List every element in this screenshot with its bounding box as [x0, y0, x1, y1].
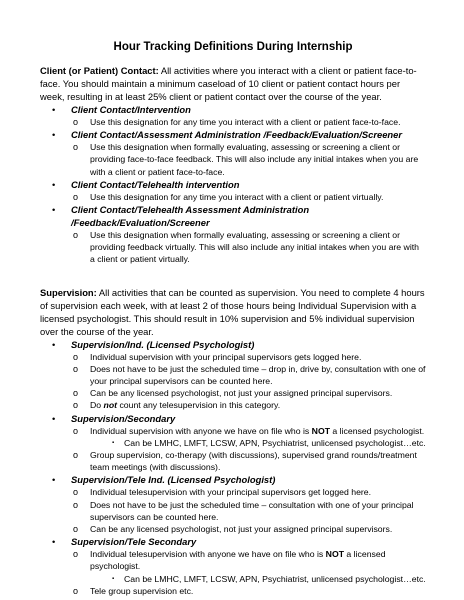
circle-bullet-icon: o [73, 487, 79, 498]
supervision-body: All activities that can be counted as supervision. You need to complete 4 hours of supervision each week, with at least 2 of those hours being Individual Supervision with a licensed psychologist. This should result in 10% supervision and 5% individual supervision over the course of the year. [40, 286, 425, 337]
list-subitem: o Does not have to be just the scheduled time – consultation with one of your principal supervisors can be counted here. [73, 499, 414, 522]
circle-bullet-icon: o [73, 388, 79, 399]
list-subitem: o Group supervision, co-therapy (with discussions), supervised grand rounds/treatment team meetings (with discussions). [73, 450, 417, 473]
list-subsubitem: ▪ Can be LMHC, LMFT, LCSW, APN, Psychiatrist, unlicensed psychologist…etc. [112, 573, 426, 584]
bullet-icon: • [52, 536, 56, 548]
square-bullet-icon: ▪ [112, 575, 115, 582]
list-subitem: o Tele group supervision etc. [73, 585, 194, 596]
list-subitem: o Can be any licensed psychologist, not just your assigned principal supervisors. [73, 524, 393, 535]
circle-bullet-icon: o [73, 524, 79, 535]
list-item: • Client Contact/Telehealth Assessment Administration /Feedback/Evaluation/Screener [52, 204, 310, 229]
list-item: • Client Contact/Intervention [52, 104, 191, 115]
list-subitem: o Individual telesupervision with anyone we have on file who is NOT a licensed psychologist. [73, 549, 386, 572]
circle-bullet-icon: o [73, 549, 79, 560]
client-contact-heading: Client (or Patient) Contact: [40, 65, 159, 76]
circle-bullet-icon: o [73, 425, 79, 436]
circle-bullet-icon: o [73, 363, 79, 374]
document-page [40, 40, 426, 597]
list-item: • Supervision/Tele Secondary [52, 536, 197, 548]
circle-bullet-icon: o [73, 117, 79, 127]
client-contact-list [40, 103, 426, 266]
list-item: • Client Contact/Assessment Administration /Feedback/Evaluation/Screener [52, 129, 402, 141]
list-subitem: o Use this designation for any time you interact with a client or patient virtually. [73, 191, 384, 202]
page-title: Hour Tracking Definitions During Internship [113, 41, 353, 53]
circle-bullet-icon: o [73, 142, 79, 153]
list-item: • Supervision/Secondary [52, 412, 176, 424]
bullet-icon: • [52, 104, 56, 115]
bullet-icon: • [52, 474, 56, 486]
list-subitem: o Individual telesupervision with your principal supervisors get logged here. [73, 487, 372, 498]
list-subitem: o Individual supervision with anyone we have on file who is NOT a licensed psychologist. [73, 425, 425, 436]
list-subitem: o Does not have to be just the scheduled time – drop in, drive by, consultation with one of your principal supervisors can be counted here. [73, 363, 426, 387]
bullet-icon: • [52, 204, 56, 216]
list-item: • Supervision/Tele Ind. (Licensed Psychologist) [52, 474, 276, 486]
circle-bullet-icon: o [73, 351, 79, 362]
circle-bullet-icon: o [73, 400, 79, 411]
list-subitem: o Use this designation when formally evaluating, assessing or screening a client or providing feedback virtually. This will also include any initial intakes when you are with a client or patient virtually. [73, 230, 420, 265]
list-subitem: o Do not count any telesupervision in this category. [73, 400, 281, 411]
circle-bullet-icon: o [73, 191, 79, 202]
circle-bullet-icon: o [73, 230, 79, 241]
list-subitem: o Use this designation for any time you interact with a client or patient face-to-face. [73, 117, 401, 127]
client-contact-paragraph [40, 64, 426, 103]
list-subitem: o Can be any licensed psychologist, not just your assigned principal supervisors. [73, 388, 393, 399]
supervision-heading: Supervision: [40, 286, 97, 298]
supervision-paragraph [40, 286, 426, 338]
bullet-icon: • [52, 338, 56, 350]
circle-bullet-icon: o [73, 499, 79, 510]
bullet-icon: • [52, 129, 56, 141]
circle-bullet-icon: o [73, 585, 79, 596]
list-subitem: o Use this designation when formally evaluating, assessing or screening a client or providing face-to-face feedback. This will also include any initial intakes when you are with a client or patient face-to-face. [73, 142, 419, 177]
section-spacer [40, 266, 426, 286]
list-subitem: o Individual supervision with your principal supervisors gets logged here. [73, 351, 362, 362]
list-item: • Client Contact/Telehealth intervention [52, 178, 240, 190]
list-subsubitem: ▪ Can be LMHC, LMFT, LCSW, APN, Psychiatrist, unlicensed psychologist…etc. [112, 437, 426, 448]
list-item: • Supervision/Ind. (Licensed Psychologist) [52, 338, 255, 350]
circle-bullet-icon: o [73, 450, 79, 461]
square-bullet-icon: ▪ [112, 439, 115, 446]
bullet-icon: • [52, 178, 56, 190]
client-contact-body: All activities where you interact with a client or patient face-to-face. You should maintain a minimum caseload of 10 client or patient contact hours per week, resulting in at least 25% client or patient contact over the course of the year. [40, 65, 417, 102]
supervision-list [40, 338, 426, 597]
bullet-icon: • [52, 412, 56, 424]
